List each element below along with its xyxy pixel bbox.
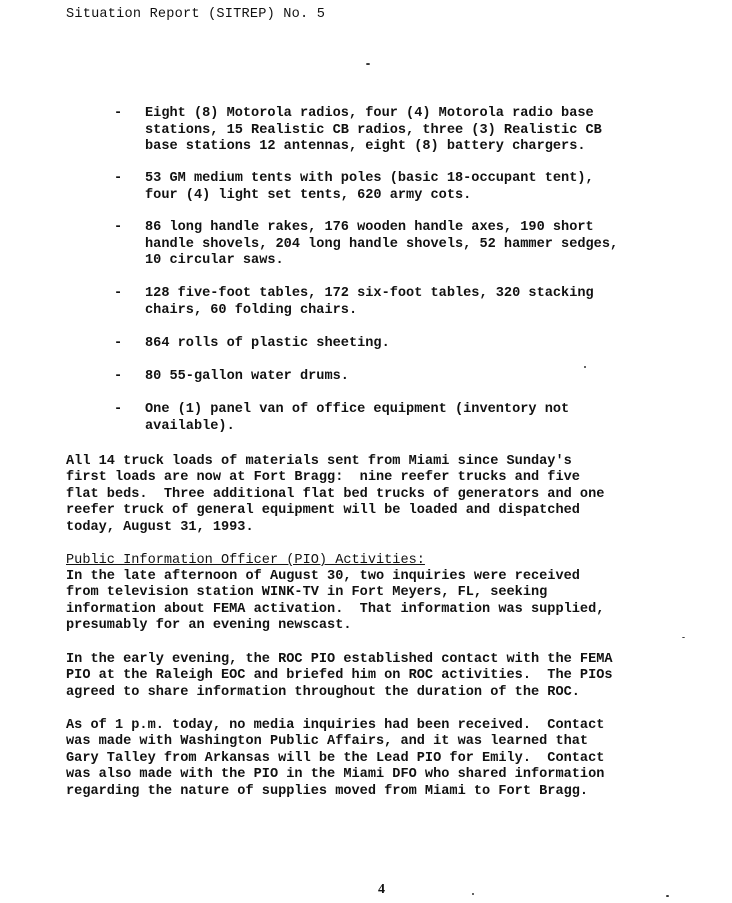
list-item-text: 80 55-gallon water drums. (145, 369, 349, 384)
bullet-dash: - (114, 336, 123, 351)
scan-speck (682, 637, 685, 638)
list-item-text: One (1) panel van of office equipment (inventory not available). (145, 402, 570, 434)
pio-section-heading: Public Information Officer (PIO) Activities: (66, 553, 425, 568)
report-title: Situation Report (SITREP) No. 5 (66, 7, 326, 22)
list-item-text: 86 long handle rakes, 176 wooden handle axes, 190 short handle shovels, 204 long handle shovels, 52 hammer sedges, 10 circular saws. (145, 220, 619, 268)
pio-paragraph-contact: In the early evening, the ROC PIO established contact with the FEMA PIO at the Raleigh EOC and briefed him on ROC activities. The PIOs agreed to share information throughout the duration of the ROC. (66, 652, 613, 700)
bullet-dash: - (114, 402, 123, 417)
pio-paragraph-status: As of 1 p.m. today, no media inquiries had been received. Contact was made with Washington Public Affairs, and it was learned that Gary Talley from Arkansas will be the Lead PIO for Emily. Contact was also made with the PIO in the Miami DFO who shared information regarding the nature of supplies moved from Miami to Fort Bragg. (66, 718, 605, 799)
list-item-text: Eight (8) Motorola radios, four (4) Motorola radio base stations, 15 Realistic CB radios, three (3) Realistic CB base stations 12 antennas, eight (8) battery chargers. (145, 106, 602, 154)
list-item-text: 53 GM medium tents with poles (basic 18-occupant tent), four (4) light set tents, 620 army cots. (145, 171, 594, 203)
bullet-dash: - (114, 286, 123, 301)
bullet-dash: - (114, 106, 123, 121)
truck-loads-paragraph: All 14 truck loads of materials sent from Miami since Sunday's first loads are now at Fort Bragg: nine reefer trucks and five flat beds. Three additional flat bed trucks of generators and one reefer truck of general equipment will be loaded and dispatched today, August 31, 1993. (66, 454, 605, 535)
page-number: 4 (378, 882, 385, 897)
bullet-dash: - (114, 171, 123, 186)
scan-speck (584, 366, 586, 368)
list-item-text: 864 rolls of plastic sheeting. (145, 336, 390, 351)
bullet-dash: - (114, 369, 123, 384)
list-item-text: 128 five-foot tables, 172 six-foot tables, 320 stacking chairs, 60 folding chairs. (145, 286, 594, 318)
scan-speck (472, 893, 474, 895)
pio-paragraph-inquiries: In the late afternoon of August 30, two inquiries were received from television station WINK-TV in Fort Meyers, FL, seeking information about FEMA activation. That information was supplied, presumably for an evening newscast. (66, 569, 605, 634)
bullet-dash: - (114, 220, 123, 235)
scan-speck (366, 63, 370, 65)
scan-speck (666, 895, 669, 897)
